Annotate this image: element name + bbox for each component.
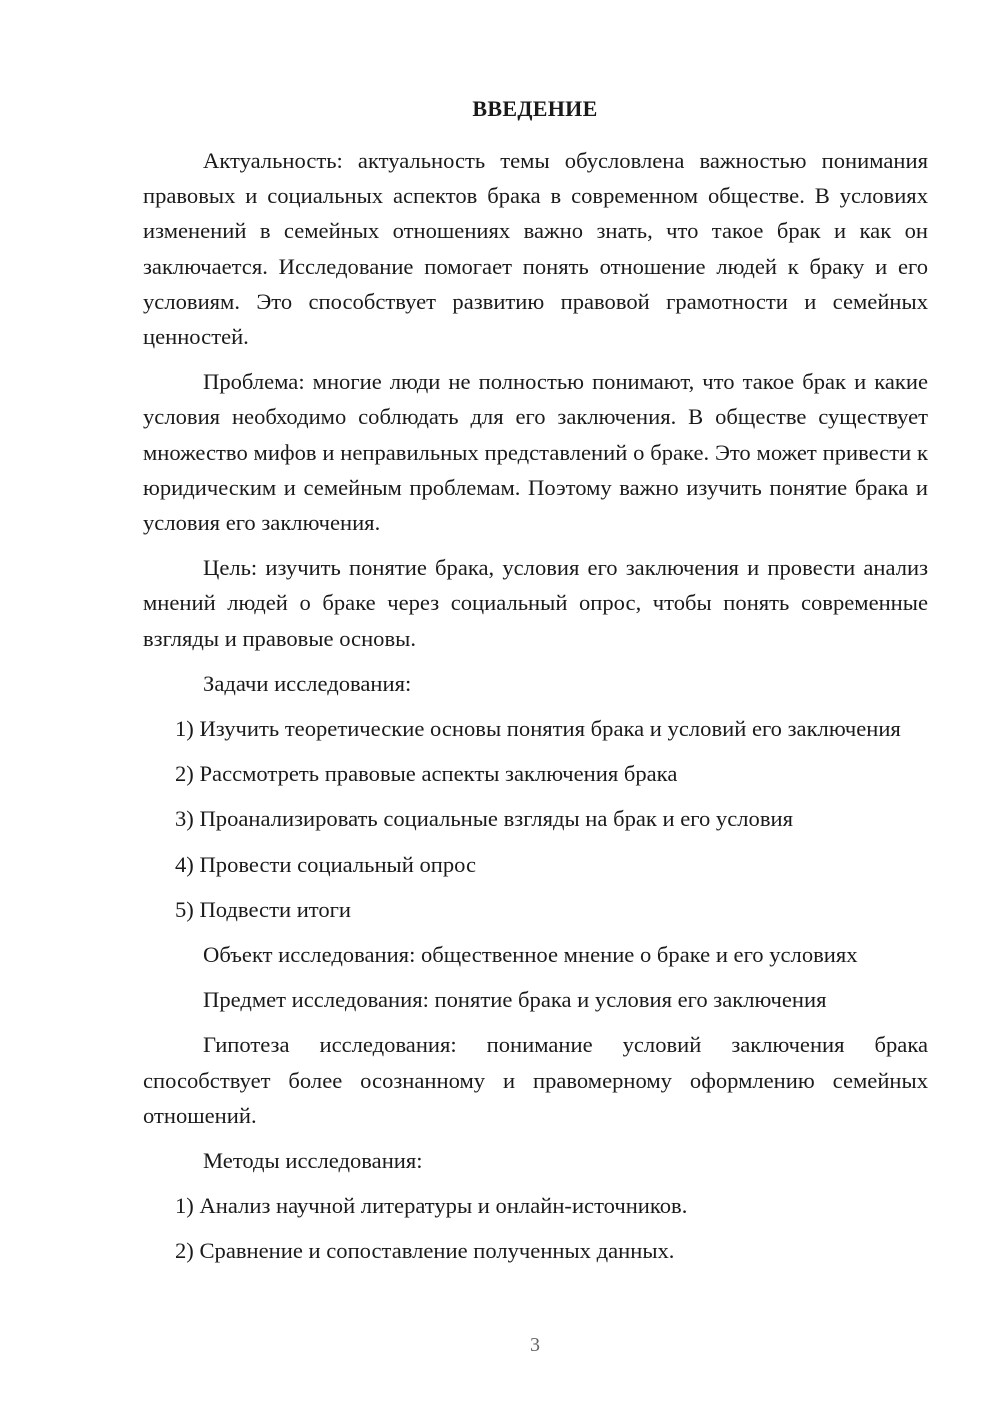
task-item-3: 3) Проанализировать социальные взгляды на брак и его условия — [175, 806, 793, 832]
page-number: 3 — [530, 1334, 540, 1356]
task-item-1: 1) Изучить теоретические основы понятия брака и условий его заключения — [175, 716, 901, 742]
document-body — [143, 143, 928, 1279]
subject-paragraph: Предмет исследования: понятие брака и условия его заключения — [203, 987, 827, 1013]
problem-paragraph: Проблема: многие люди не полностью понимают, что такое брак и какие условия необходимо соблюдать для его заключения. В обществе существует множество мифов и неправильных представлений о браке. Это может привести к юридическим и семейным проблемам. Поэтому важно изучить понятие брака и условия его заключения. — [143, 369, 928, 536]
relevance-paragraph: Актуальность: актуальность темы обусловлена важностью понимания правовых и социальных аспектов брака в современном обществе. В условиях изменений в семейных отношениях важно знать, что такое брак и как он заключается. Исследование помогает понять отношение людей к браку и его условиям. Это способствует развитию правовой грамотности и семейных ценностей. — [143, 148, 928, 350]
method-item-1: 1) Анализ научной литературы и онлайн-источников. — [175, 1193, 688, 1219]
task-item-2: 2) Рассмотреть правовые аспекты заключения брака — [175, 761, 678, 787]
hypothesis-paragraph: Гипотеза исследования: понимание условий заключения брака способствует более осознанному и правомерному оформлению семейных отношений. — [143, 1032, 928, 1128]
task-item-5: 5) Подвести итоги — [175, 896, 352, 922]
task-item-4: 4) Провести социальный опрос — [175, 851, 477, 877]
methods-title: Методы исследования: — [203, 1148, 423, 1174]
tasks-title: Задачи исследования: — [203, 670, 412, 696]
method-item-2: 2) Сравнение и сопоставление полученных данных. — [175, 1238, 675, 1264]
section-heading: ВВЕДЕНИЕ — [472, 96, 598, 121]
object-paragraph: Объект исследования: общественное мнение о браке и его условиях — [203, 942, 858, 968]
goal-paragraph: Цель: изучить понятие брака, условия его заключения и провести анализ мнений людей о браке через социальный опрос, чтобы понять современные взгляды и правовые основы. — [143, 555, 928, 651]
